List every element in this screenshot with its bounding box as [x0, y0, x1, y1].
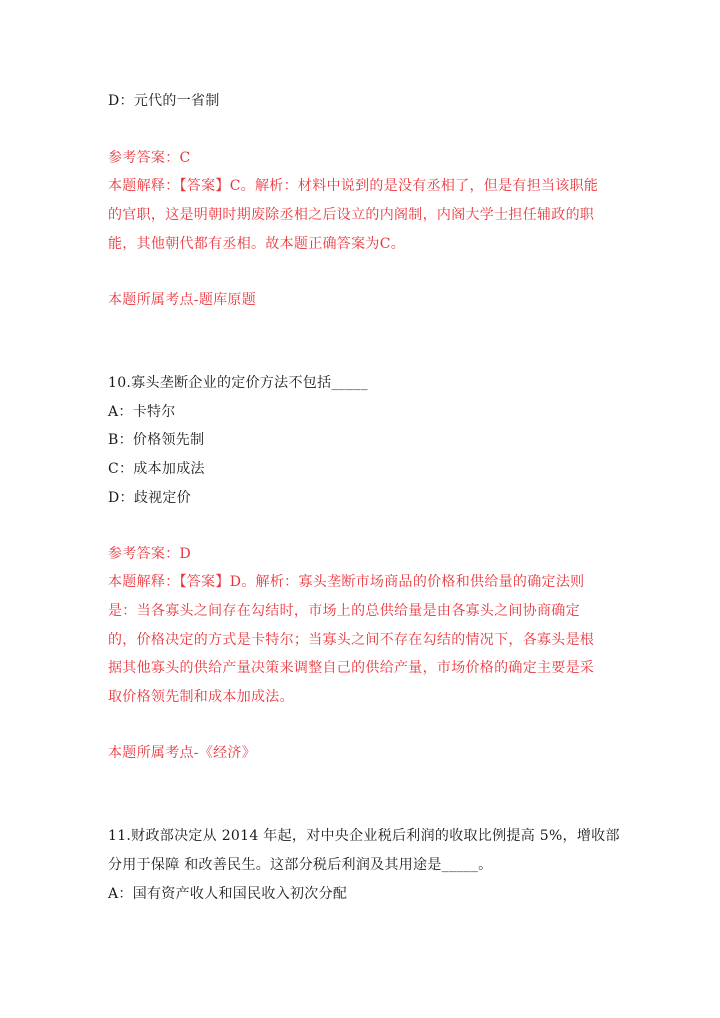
- q10-explanation-line-3: 的，价格决定的方式是卡特尔；当寡头之间不存在勾结的情况下，各寡头是根: [108, 632, 595, 648]
- q9-answer: 参考答案：C: [108, 150, 191, 166]
- q10-explanation-line-1: 本题解释：【答案】D。解析：寡头垄断市场商品的价格和供给量的确定法则: [108, 574, 585, 590]
- q10-option-c: C：成本加成法: [108, 461, 205, 477]
- q10-explanation-line-4: 据其他寡头的供给产量决策来调整自己的供给产量，市场价格的确定主要是采: [108, 660, 595, 676]
- q10-explanation-line-5: 取价格领先制和成本加成法。: [108, 689, 294, 705]
- q10-option-b: B：价格领先制: [108, 432, 205, 448]
- q11-stem-line-2: 分用于保障 和改善民生。这部分税后利润及其用途是_____。: [108, 857, 493, 873]
- q9-topic: 本题所属考点-题库原题: [108, 292, 257, 308]
- q10-option-d: D：歧视定价: [108, 490, 192, 506]
- q10-answer: 参考答案：D: [108, 546, 192, 562]
- q10-topic: 本题所属考点-《经济》: [108, 745, 257, 761]
- q11-stem-line-1: 11.财政部决定从 2014 年起，对中央企业税后利润的收取比例提高 5%，增收部: [108, 828, 620, 844]
- q9-explanation-line-3: 能，其他朝代都有丞相。故本题正确答案为C。: [108, 236, 406, 252]
- q9-explanation-line-2: 的官职，这是明朝时期废除丞相之后设立的内阁制，内阁大学士担任辅政的职: [108, 207, 595, 223]
- q9-explanation-line-1: 本题解释：【答案】C。解析：材料中说到的是没有丞相了，但是有担当该职能: [108, 178, 599, 194]
- q10-stem: 10.寡头垄断企业的定价方法不包括_____: [108, 375, 368, 391]
- q10-option-a: A：卡特尔: [108, 404, 176, 420]
- q11-option-a: A：国有资产收人和国民收入初次分配: [108, 886, 348, 902]
- q10-explanation-line-2: 是：当各寡头之间存在勾结时，市场上的总供给量是由各寡头之间协商确定: [108, 603, 580, 619]
- q9-option-d: D：元代的一省制: [108, 93, 220, 109]
